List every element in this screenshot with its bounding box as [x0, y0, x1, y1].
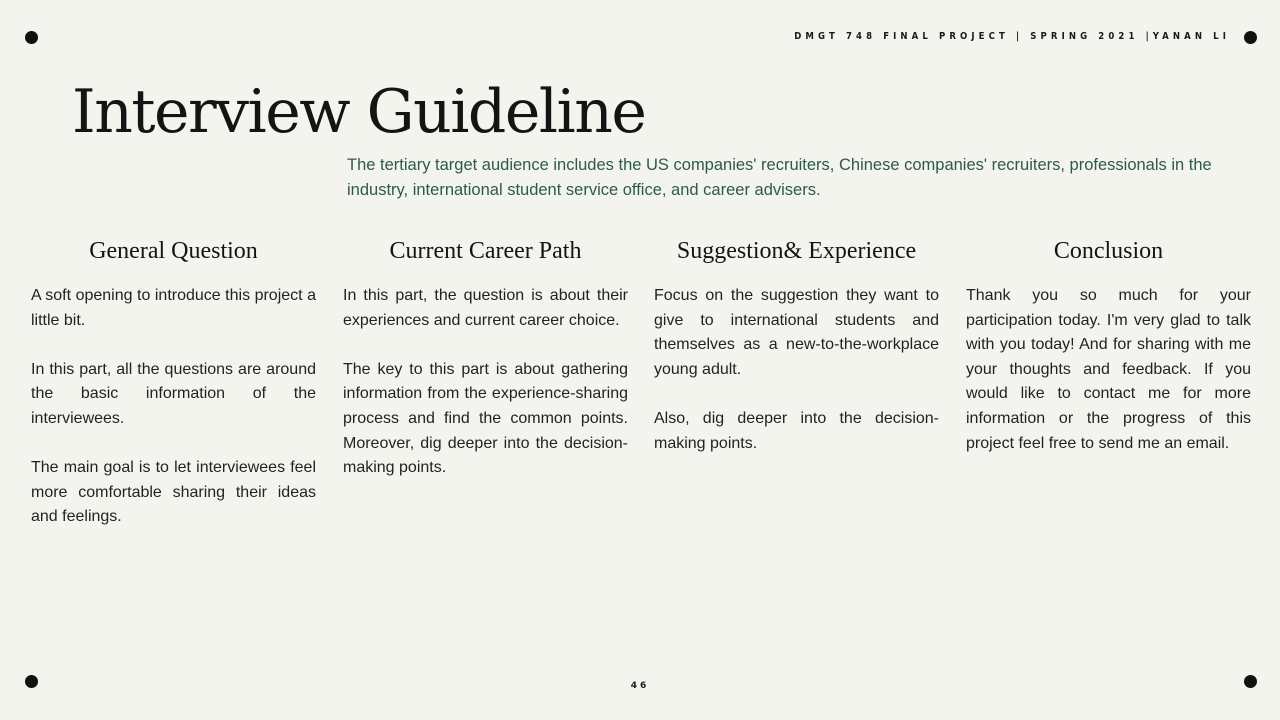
page-number: 46 [630, 681, 650, 691]
header-text: DMGT 748 FINAL PROJECT | SPRING 2021 |YANAN LI [794, 31, 1230, 42]
page-title: Interview Guideline [72, 77, 646, 147]
column-heading: Suggestion& Experience [676, 238, 917, 264]
column-paragraph: In this part, the question is about their experiences and current career choice. [343, 287, 628, 329]
column-paragraph: Focus on the suggestion they want to give to international students and themselves as a new-to-the-workplace young adult. [654, 287, 939, 378]
column-paragraph: In this part, all the questions are around the basic information of the interviewees. [31, 360, 316, 427]
column-suggestion-experience [654, 232, 939, 481]
column-heading: Current Career Path [389, 238, 582, 264]
column-conclusion [966, 232, 1251, 481]
column-general-question [31, 232, 316, 555]
column-heading: General Question [89, 238, 258, 264]
column-paragraph: The key to this part is about gathering information from the experience-sharing process and find the common points. Moreover, dig deeper into the decision-making points. [343, 360, 628, 477]
corner-dot-top-right [1244, 31, 1257, 44]
column-paragraph: Also, dig deeper into the decision-making points. [654, 409, 939, 452]
column-current-career-path [343, 232, 628, 505]
column-paragraph: A soft opening to introduce this project a little bit. [31, 287, 316, 329]
subtitle: The tertiary target audience includes the US companies' recruiters, Chinese companies' recruiters, professionals in the industry, international student service office, and career advisers. [347, 156, 1212, 199]
column-paragraph: Thank you so much for your participation today. I'm very glad to talk with you today! And for sharing with me your thoughts and feedback. If you would like to contact me for more information or the progress of this project feel free to send me an email. [966, 287, 1251, 452]
column-heading: Conclusion [1053, 238, 1164, 264]
corner-dot-top-left [25, 31, 38, 44]
column-paragraph: The main goal is to let interviewees feel more comfortable sharing their ideas and feelings. [31, 459, 316, 526]
